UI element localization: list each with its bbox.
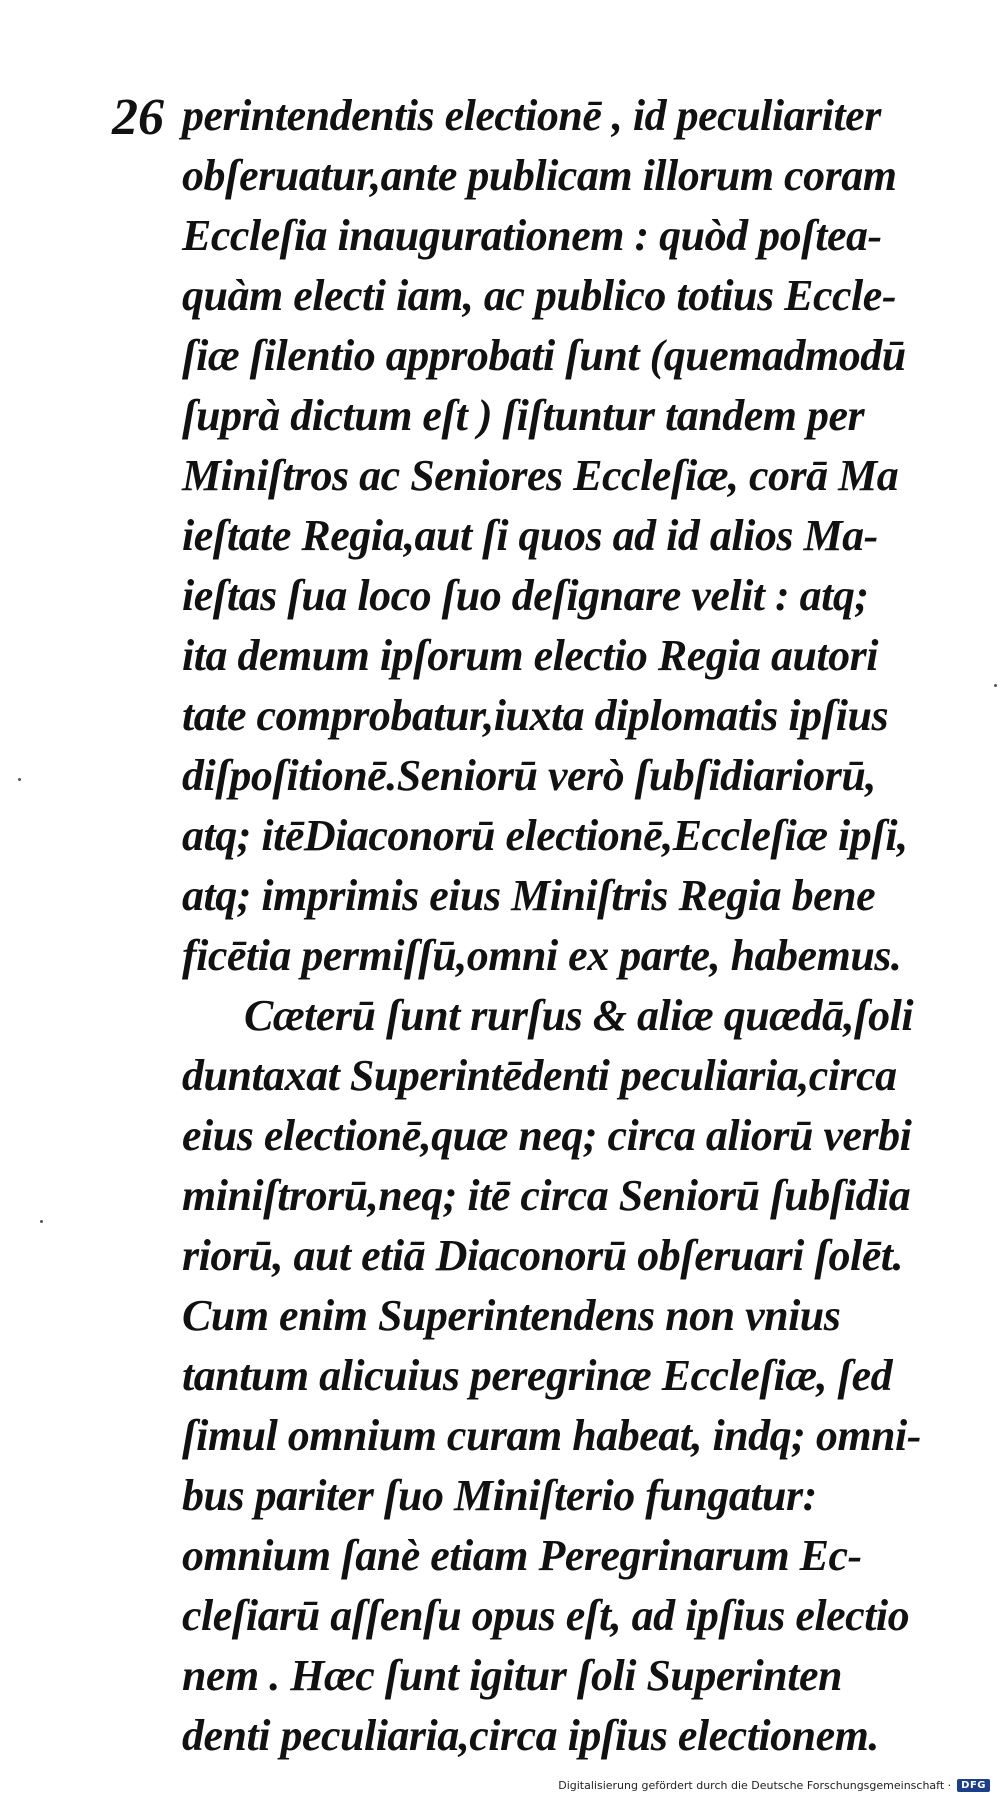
text-line: riorū, aut etiā Diaconorū obſeruari ſolēt. — [182, 1231, 903, 1280]
digitization-credit — [558, 1779, 990, 1792]
text-line: atq; imprimis eius Miniſtris Regia bene — [182, 871, 876, 920]
text-line: atq; itēDiaconorū electionē,Eccleſiæ ipſi, — [182, 811, 908, 860]
text-line: eius electionē,quæ neq; circa aliorū verbi — [182, 1111, 912, 1160]
text-line: ſimul omnium curam habeat, indq; omni- — [182, 1411, 921, 1460]
credit-text: Digitalisierung gefördert durch die Deutsche Forschungsgemeinschaft · — [558, 1779, 952, 1792]
scan-speck — [994, 684, 997, 687]
text-line: tantum alicuius peregrinæ Eccleſiæ, ſed — [182, 1351, 893, 1400]
paragraph-start-line: Cæterū ſunt rurſus & aliæ quædā,ſoli — [244, 991, 914, 1040]
text-line: nem . Hæc ſunt igitur ſoli Superinten — [182, 1651, 842, 1700]
text-line: tate comprobatur,iuxta diplomatis ipſius — [182, 691, 889, 740]
text-line: Eccleſia inaugurationem : quòd poſtea- — [182, 211, 882, 260]
page-number: 26 — [112, 89, 164, 146]
text-line: ieſtate Regia,aut ſi quos ad id alios Ma- — [182, 511, 878, 560]
text-line: denti peculiaria,circa ipſius electionem. — [182, 1711, 879, 1760]
body-text — [182, 86, 922, 1766]
text-line: ita demum ipſorum electio Regia autori — [182, 631, 878, 680]
text-line: perintendentis electionē , id peculiariter — [182, 91, 881, 140]
scan-speck — [18, 778, 21, 781]
text-line: diſpoſitionē.Seniorū verò ſubſidiariorū, — [182, 751, 876, 800]
text-line: ficētia permiſſū,omni ex parte, habemus. — [182, 931, 902, 980]
text-line: bus pariter ſuo Miniſterio fungatur: — [182, 1471, 817, 1520]
text-line: duntaxat Superintēdenti peculiaria,circa — [182, 1051, 897, 1100]
text-line: cleſiarū aſſenſu opus eſt, ad ipſius electio — [182, 1591, 910, 1640]
scan-speck — [40, 1220, 43, 1223]
dfg-logo: DFG — [957, 1779, 990, 1792]
text-line: omnium ſanè etiam Peregrinarum Ec- — [182, 1531, 862, 1580]
text-line: ieſtas ſua loco ſuo deſignare velit : atq; — [182, 571, 869, 620]
text-line: ſuprà dictum eſt ) ſiſtuntur tandem per — [182, 391, 865, 440]
text-line: Cum enim Superintendens non vnius — [182, 1291, 841, 1340]
text-line: miniſtrorū,neq; itē circa Seniorū ſubſidia — [182, 1171, 911, 1220]
text-line: ſiæ ſilentio approbati ſunt (quemadmodū — [182, 331, 906, 380]
text-line: obſeruatur,ante publicam illorum coram — [182, 151, 897, 200]
text-line: Miniſtros ac Seniores Eccleſiæ, corā Ma — [182, 451, 899, 500]
text-line: quàm electi iam, ac publico totius Eccle- — [182, 271, 896, 320]
